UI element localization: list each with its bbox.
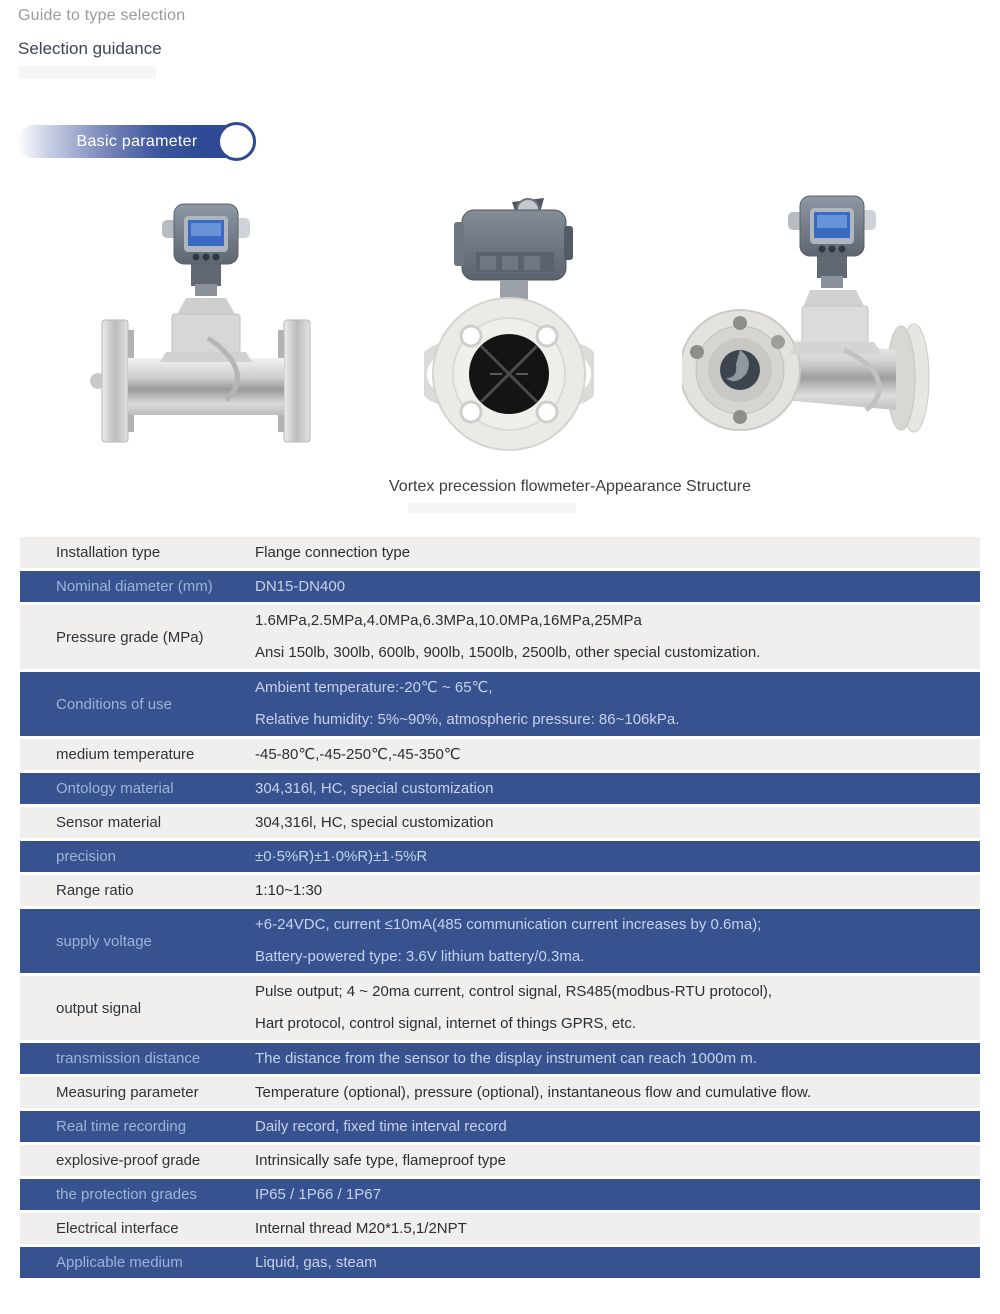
spec-label: supply voltage <box>56 932 152 950</box>
spec-row <box>20 1043 980 1074</box>
spec-label: the protection grades <box>56 1186 197 1203</box>
spec-row <box>20 841 980 872</box>
breadcrumb: Guide to type selection <box>18 7 186 24</box>
spec-row <box>20 1213 980 1244</box>
spec-value-line: IP65 / 1P66 / 1P67 <box>255 1185 381 1203</box>
spec-label: transmission distance <box>56 1050 201 1067</box>
spec-value-line: The distance from the sensor to the display instrument can reach 1000m m. <box>255 1049 757 1067</box>
spec-value <box>237 807 980 838</box>
flowmeter-side-view-image <box>88 198 323 460</box>
spec-label: explosive-proof grade <box>56 1152 201 1169</box>
spec-label: medium temperature <box>56 746 195 763</box>
faded-ghost-text <box>18 66 156 79</box>
spec-table <box>20 537 980 1281</box>
spec-value <box>237 841 980 872</box>
spec-row <box>20 1179 980 1210</box>
spec-row <box>20 807 980 838</box>
spec-label: Real time recording <box>56 1118 187 1135</box>
spec-value <box>237 1111 980 1142</box>
spec-value-line: Daily record, fixed time interval record <box>255 1117 507 1135</box>
spec-value <box>237 739 980 770</box>
spec-value-line: Hart protocol, control signal, internet of things GPRS, etc. <box>255 1015 637 1032</box>
spec-value <box>237 1247 980 1278</box>
spec-row <box>20 1077 980 1108</box>
spec-label: precision <box>56 848 117 865</box>
spec-label: Conditions of use <box>56 695 172 713</box>
spec-row <box>20 672 980 736</box>
spec-value-line: 304,316l, HC, special customization <box>255 813 494 831</box>
spec-value-line: 1.6MPa,2.5MPa,4.0MPa,6.3MPa,10.0MPa,16MPa,25MPa <box>255 612 642 629</box>
spec-value <box>237 571 980 602</box>
spec-row <box>20 1145 980 1176</box>
spec-value <box>237 1145 980 1176</box>
spec-value-line: Internal thread M20*1.5,1/2NPT <box>255 1219 467 1237</box>
section-banner-label: Basic parameter <box>76 132 198 150</box>
spec-value <box>237 537 980 568</box>
spec-row <box>20 1111 980 1142</box>
spec-row <box>20 571 980 602</box>
spec-value-line: Battery-powered type: 3.6V lithium battery/0.3ma. <box>255 948 585 965</box>
spec-value-line: Ambient temperature:-20℃ ~ 65℃, <box>255 679 493 696</box>
page-title: Selection guidance <box>18 39 162 58</box>
spec-label: Range ratio <box>56 882 134 899</box>
spec-value <box>237 875 980 906</box>
spec-label: Ontology material <box>56 780 174 797</box>
spec-row <box>20 773 980 804</box>
spec-row <box>20 537 980 568</box>
spec-value-line: ±0·5%R)±1·0%R)±1·5%R <box>255 847 428 865</box>
spec-value-line: Flange connection type <box>255 543 411 561</box>
spec-value <box>237 909 980 973</box>
spec-row <box>20 739 980 770</box>
spec-label: Sensor material <box>56 814 162 831</box>
spec-value <box>237 1213 980 1244</box>
section-banner-basic-parameter <box>17 125 243 158</box>
spec-value-line: Liquid, gas, steam <box>255 1253 377 1271</box>
spec-value <box>237 1043 980 1074</box>
spec-row <box>20 605 980 669</box>
spec-value-line: Pulse output; 4 ~ 20ma current, control signal, RS485(modbus-RTU protocol), <box>255 983 773 1000</box>
spec-value <box>237 672 980 736</box>
spec-label: output signal <box>56 999 142 1017</box>
spec-row <box>20 976 980 1040</box>
spec-label: Nominal diameter (mm) <box>56 578 213 595</box>
spec-value-line: Temperature (optional), pressure (optional), instantaneous flow and cumulative flow. <box>255 1083 812 1101</box>
spec-value <box>237 605 980 669</box>
figure-caption: Vortex precession flowmeter-Appearance Structure <box>389 478 751 495</box>
spec-value <box>237 976 980 1040</box>
spec-value <box>237 773 980 804</box>
spec-value-line: Ansi 150lb, 300lb, 600lb, 900lb, 1500lb, 2500lb, other special customization. <box>255 644 761 661</box>
spec-label: Electrical interface <box>56 1220 179 1237</box>
spec-value-line: Relative humidity: 5%~90%, atmospheric pressure: 86~106kPa. <box>255 711 680 728</box>
spec-value-line: DN15-DN400 <box>255 577 346 595</box>
spec-label: Applicable medium <box>56 1254 183 1271</box>
spec-value-line: 304,316l, HC, special customization <box>255 779 494 797</box>
flowmeter-angled-view-image <box>682 192 944 464</box>
spec-value <box>237 1077 980 1108</box>
spec-label: Measuring parameter <box>56 1084 199 1101</box>
spec-row <box>20 875 980 906</box>
spec-value-line: 1:10~1:30 <box>255 881 323 899</box>
spec-row <box>20 909 980 973</box>
spec-value-line: -45-80℃,-45-250℃,-45-350℃ <box>255 745 461 763</box>
spec-label: Pressure grade (MPa) <box>56 628 204 646</box>
spec-value-line: +6-24VDC, current ≤10mA(485 communication current increases by 0.6ma); <box>255 916 762 933</box>
spec-row <box>20 1247 980 1278</box>
spec-value-line: Intrinsically safe type, flameproof type <box>255 1151 506 1169</box>
faded-ghost-text <box>408 503 576 513</box>
spec-label: Installation type <box>56 544 161 561</box>
flowmeter-front-view-image <box>424 196 594 466</box>
spec-value <box>237 1179 980 1210</box>
